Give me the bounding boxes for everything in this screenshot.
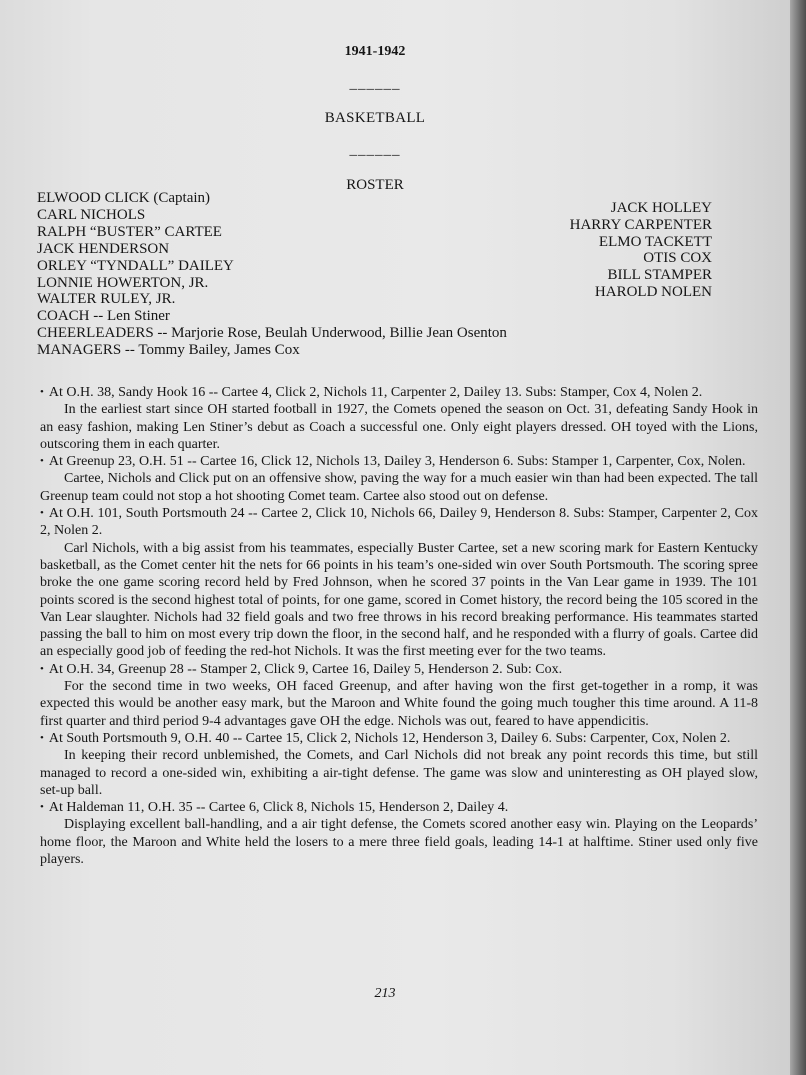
game-summaries xyxy=(40,384,758,868)
divider-bottom: ______ xyxy=(349,142,401,158)
coach-line: COACH -- Len Stiner xyxy=(37,308,170,325)
roster-entry: ELWOOD CLICK (Captain) xyxy=(37,190,211,206)
roster-right-column xyxy=(452,200,712,301)
bullet-icon: • xyxy=(40,731,44,744)
game-result xyxy=(40,661,758,678)
game-story: Displaying excellent ball-handling, and a air tight defense, the Comets scored another easy win. Playing on the Leopards’ home floor, the Maroon and White held the losers to a mere three field goals, leading 14-1 at halftime. Stiner used only five players. xyxy=(40,817,758,868)
roster-entry: ORLEY “TYNDALL” DAILEY xyxy=(37,257,234,274)
game-result-text: At Haldeman 11, O.H. 35 -- Cartee 6, Click 8, Nichols 15, Henderson 2, Dailey 4. xyxy=(48,800,509,816)
roster-entry: HARRY CARPENTER xyxy=(569,216,712,233)
roster-entry: JACK HENDERSON xyxy=(37,240,170,257)
divider-top: ______ xyxy=(349,76,401,92)
roster-entry: RALPH “BUSTER” CARTEE xyxy=(37,223,222,240)
roster-entry: CARL NICHOLS xyxy=(37,206,146,223)
roster-entry: BILL STAMPER xyxy=(607,267,712,284)
game-result-text: At O.H. 34, Greenup 28 -- Stamper 2, Click 9, Cartee 16, Dailey 5, Henderson 2. Sub: Cox. xyxy=(48,661,563,677)
game-story: Carl Nichols, with a big assist from his teammates, especially Buster Cartee, set a new scoring mark for Eastern Kentucky basketball, as the Comet center hit the nets for 66 points in his team’s one-sided win over South Portsmouth. The scoring spree broke the one game scoring record held by Fred Johnson, when he scored 37 points in the Van Lear game in 1939. The 101 points scored is the second highest total of points, for one game, scored in Comet history, the record being the 105 scored in the Van Lear slaughter. Nichols had 32 field goals and two free throws in his record breaking performance. His teammates started passing the ball to him on most every trip down the floor, in the second half, and he responded with a flurry of goals. Cartee did an especially good job of feeding the red-hot Nichols. It was the first meeting ever for the two teams. xyxy=(40,540,758,660)
page-number: 213 xyxy=(374,986,396,1001)
roster-entry: ELMO TACKETT xyxy=(598,233,712,250)
roster-entry: WALTER RULEY, JR. xyxy=(37,291,176,308)
game-result-text: At South Portsmouth 9, O.H. 40 -- Cartee 15, Click 2, Nichols 12, Henderson 3, Dailey 6. Subs: Carpenter, Cox, Nolen 2. xyxy=(48,730,731,746)
game-result xyxy=(40,453,758,470)
roster-heading: ROSTER xyxy=(346,177,404,193)
bullet-icon: • xyxy=(40,662,44,675)
game-story: In keeping their record unblemished, the Comets, and Carl Nichols did not break any point records this time, but still managed to record a one-sided win, exhibiting a air-tight defense. The game was slow and uninteresting as OH played slow, set-up ball. xyxy=(40,748,758,798)
game-result xyxy=(40,730,758,747)
roster-entry: JACK HOLLEY xyxy=(610,200,712,216)
page-edge-shadow xyxy=(790,0,806,1075)
bullet-icon: • xyxy=(40,801,44,814)
managers-line: MANAGERS -- Tommy Bailey, James Cox xyxy=(37,342,300,359)
game-result-text: At O.H. 101, South Portsmouth 24 -- Cartee 2, Click 10, Nichols 66, Dailey 9, Henderson 8. Subs: Stamper, Carpenter 2, Cox 2, Nolen 2. xyxy=(40,506,758,539)
roster-entry: HAROLD NOLEN xyxy=(594,283,712,300)
cheerleaders-line: CHEERLEADERS -- Marjorie Rose, Beulah Underwood, Billie Jean Osenton xyxy=(37,325,507,342)
game-result-text: At O.H. 38, Sandy Hook 16 -- Cartee 4, Click 2, Nichols 11, Carpenter 2, Dailey 13. Subs: Stamper, Cox 4, Nolen 2. xyxy=(48,385,703,400)
section-title: BASKETBALL xyxy=(324,110,426,126)
bullet-icon: • xyxy=(40,455,44,468)
game-story: In the earliest start since OH started football in 1927, the Comets opened the season on Oct. 31, defeating Sandy Hook in an easy fashion, making Len Stiner’s debut as Coach a successful one. Only eight players dressed. OH toyed with the Lions, outscoring them in each quarter. xyxy=(40,402,758,452)
roster-entry: LONNIE HOWERTON, JR. xyxy=(37,274,209,291)
roster-entry: OTIS COX xyxy=(643,250,712,267)
game-story: For the second time in two weeks, OH faced Greenup, and after having won the first get-together in a romp, it was expected this would be another easy mark, but the Maroon and White found the going much tougher this time around. A 11-8 first quarter and third period 9-4 advantages gave OH the edge. Nichols was out, feared to have appendicitis. xyxy=(40,679,758,729)
bullet-icon: • xyxy=(40,507,44,520)
game-story: Cartee, Nichols and Click put on an offensive show, paving the way for a much easier win than had been expected. The tall Greenup team could not stop a hot shooting Comet team. Cartee also stood out on defense. xyxy=(40,471,758,504)
season-year: 1941-1942 xyxy=(344,44,406,59)
game-result xyxy=(40,505,758,540)
game-result xyxy=(40,799,758,816)
game-result xyxy=(40,384,758,401)
bullet-icon: • xyxy=(40,386,44,398)
game-result-text: At Greenup 23, O.H. 51 -- Cartee 16, Click 12, Nichols 13, Dailey 3, Henderson 6. Subs: Stamper 1, Carpenter, Cox, Nolen. xyxy=(48,454,746,470)
